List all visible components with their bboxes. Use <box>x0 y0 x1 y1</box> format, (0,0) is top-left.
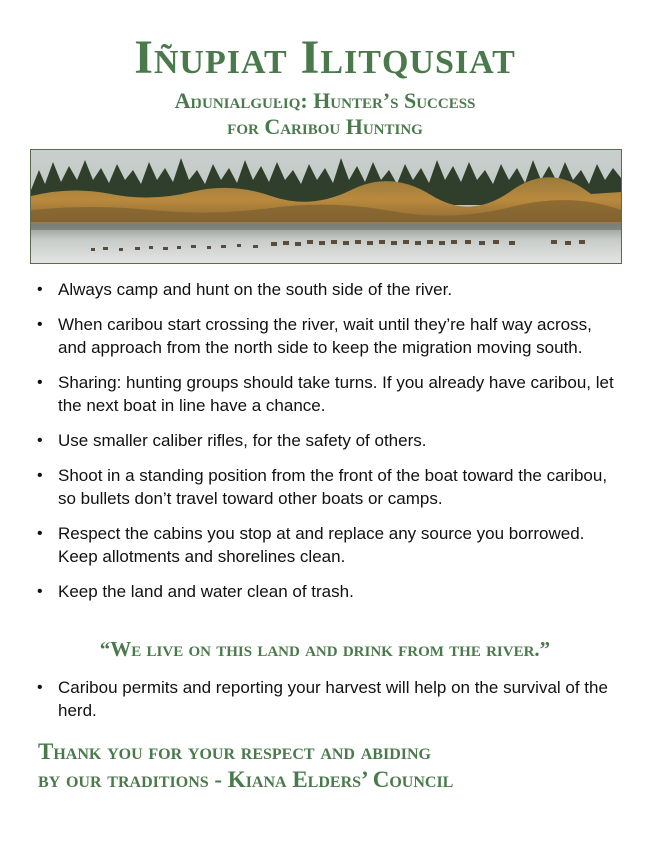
thanks-line-1: Thank you for your respect and abiding <box>38 739 431 764</box>
guideline-item: • When caribou start crossing the river, wait until they’re half way across, and approach from the north side to keep the migration moving south. <box>34 313 624 359</box>
river-caribou-photo <box>30 149 622 264</box>
permits-list <box>34 676 624 734</box>
guideline-item: • Keep the land and water clean of trash. <box>34 580 624 603</box>
guideline-item: • Sharing: hunting groups should take turns. If you already have caribou, let the next boat in line have a chance. <box>34 371 624 417</box>
elders-quote: “We live on this land and drink from the river.” <box>99 637 551 661</box>
thanks-footer <box>38 738 628 794</box>
thanks-line-2: by our traditions - Kiana Elders’ Council <box>38 767 454 792</box>
guideline-item: • Respect the cabins you stop at and replace any source you borrowed. Keep allotments and shorelines clean. <box>34 522 624 568</box>
page-title: Iñupiat Ilitqusiat <box>134 31 516 84</box>
guideline-item: • Always camp and hunt on the south side of the river. <box>34 278 624 301</box>
guideline-list <box>34 278 624 615</box>
guideline-item: • Shoot in a standing position from the front of the boat toward the caribou, so bullets don’t travel toward other boats or camps. <box>34 464 624 510</box>
guideline-item: • Caribou permits and reporting your harvest will help on the survival of the herd. <box>34 676 624 722</box>
subtitle-line-2: for Caribou Hunting <box>227 114 423 139</box>
subtitle-line-1: Aŋunialguŀiq: Hunter’s Success <box>174 88 476 113</box>
guideline-item: • Use smaller caliber rifles, for the safety of others. <box>34 429 624 452</box>
river-caribou-illustration <box>31 150 621 263</box>
